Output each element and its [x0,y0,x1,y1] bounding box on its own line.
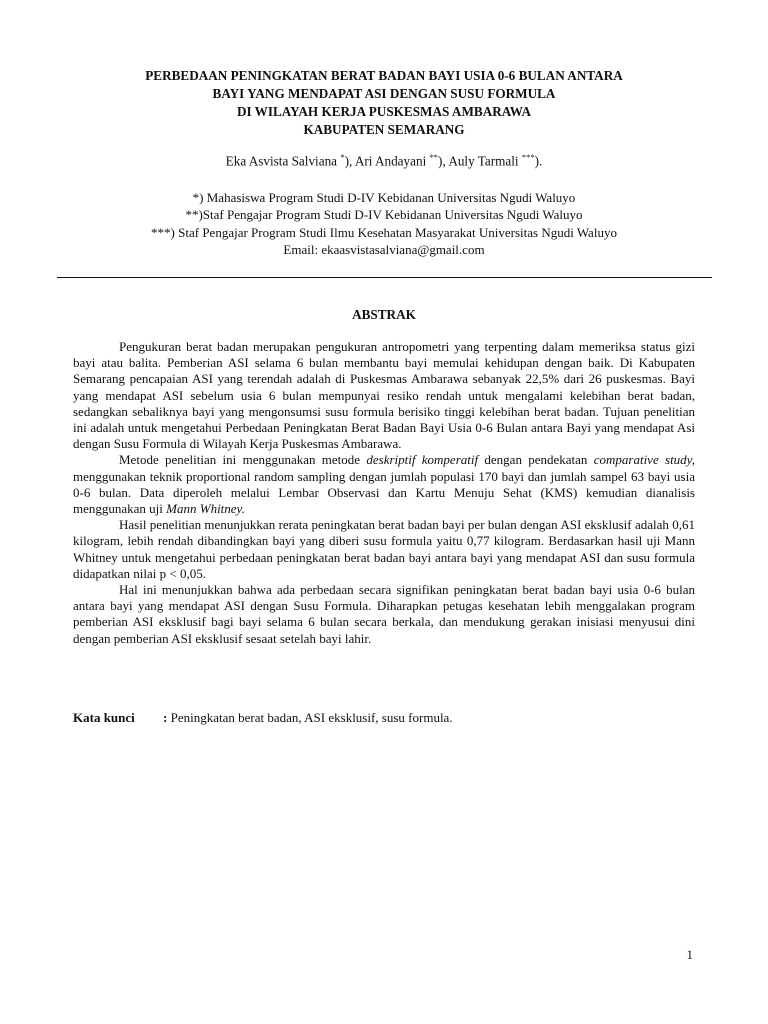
keywords-label: Kata kunci [73,710,135,725]
author-1-mark: * [340,152,345,162]
author-2: Ari Andayani [354,153,430,169]
abstract-paragraph-2 [73,452,695,517]
abstract-paragraph-4: Hal ini menunjukkan bahwa ada perbedaan secara signifikan peningkatan berat badan bayi usia 0-6 bulan antara bayi yang mendapat ASI dengan Susu Formula. Diharapkan petugas kesehatan lebih menggalakan program pemberian ASI eksklusif bagi bayi selama 6 bulan secara berkala, dan mendukung gerakan inisiasi menyusui dini dengan pemberian ASI eksklusif sesaat setelah bayi lahir. [73,582,695,646]
affiliation-1: *) Mahasiswa Program Studi D-IV Kebidanan Universitas Ngudi Waluyo [192,190,576,205]
author-3-close: ). [534,153,543,169]
affiliation-2: **)Staf Pengajar Program Studi D-IV Kebidanan Universitas Ngudi Waluyo [185,207,583,223]
keywords-text: Peningkatan berat badan, ASI eksklusif, susu formula. [167,710,453,725]
author-2-mark: ** [429,152,439,162]
title-line-1: PERBEDAAN PENINGKATAN BERAT BADAN BAYI USIA 0-6 BULAN ANTARA [145,68,623,83]
p2-italic-test: Mann Whitney. [166,501,245,517]
author-3: Auly Tarmali [448,153,522,169]
author-2-close: ), [438,153,449,169]
author-email: Email: ekaasvistasalviana@gmail.com [283,242,485,258]
author-3-mark: *** [521,152,535,162]
title-line-2: BAYI YANG MENDAPAT ASI DENGAN SUSU FORMULA [212,86,556,101]
p2-italic-method: deskriptif komperatif [366,452,479,468]
p2-italic-approach: comparative study, [593,452,695,468]
header-divider [57,277,712,278]
author-list [60,148,708,170]
page-number: 1 [686,947,693,962]
p2-text-c: menggunakan teknik proportional random sampling dengan jumlah populasi 170 bayi dan jumlah sampel 63 bayi usia 0-6 bulan. Data diperoleh melalui Lembar Observasi dan Kartu Menuju Sehat (KMS) kemudian dianalisis menggunakan uji [73,468,695,517]
abstract-paragraph-1: Pengukuran berat badan merupakan pengukuran antropometri yang terpenting dalam memeriksa status gizi bayi atau balita. Pemberian ASI selama 6 bulan membantu bayi memulai kehidupan dengan baik. Di Kabupaten Semarang pencapaian ASI yang terendah adalah di Puskesmas Ambarawa sebanyak 22,5% dari 26 puskesmas. Bayi yang mendapat ASI sebelum usia 6 bulan mempunyai resiko rendah untuk mengalami kelebihan berat badan, sedangkan sebaliknya bayi yang mengonsumsi susu formula berisiko tinggi kelebihan berat badan. Tujuan penelitian ini adalah untuk mengetahui Perbedaan Peningkatan Berat Badan Bayi Usia 0-6 Bulan antara Bayi yang mendapat Asi dengan Susu Formula di Wilayah Kerja Puskesmas Ambarawa. [73,339,695,452]
keywords [73,710,713,726]
title-line-3: DI WILAYAH KERJA PUSKESMAS AMBARAWA [236,104,532,119]
abstract-paragraph-3: Hasil penelitian menunjukkan rerata peningkatan berat badan bayi per bulan dengan ASI eksklusif adalah 0,61 kilogram, lebih rendah dibandingkan bayi yang diberi susu formula yaitu 0,77 kilogram. Berdasarkan hasil uji Mann Whitney untuk mengetahui perbedaan peningkatan berat badan bayi antara bayi yang mendapat ASI dan susu formula didapatkan nilai p < 0,05. [73,517,695,581]
affiliation-3: ***) Staf Pengajar Program Studi Ilmu Kesehatan Masyarakat Universitas Ngudi Waluyo [151,224,617,240]
keywords-colon: : [163,710,168,725]
author-1: Eka Asvista Salviana [225,153,341,169]
paper-title [60,67,708,139]
author-1-close: ), [344,153,355,169]
title-line-4: KABUPATEN SEMARANG [303,122,465,137]
affiliations [60,189,708,259]
abstract-body [73,339,695,647]
p2-text-a: Metode penelitian ini menggunakan metode [119,452,367,468]
p2-text-b: dengan pendekatan [478,452,594,468]
abstract-heading: ABSTRAK [352,307,416,322]
